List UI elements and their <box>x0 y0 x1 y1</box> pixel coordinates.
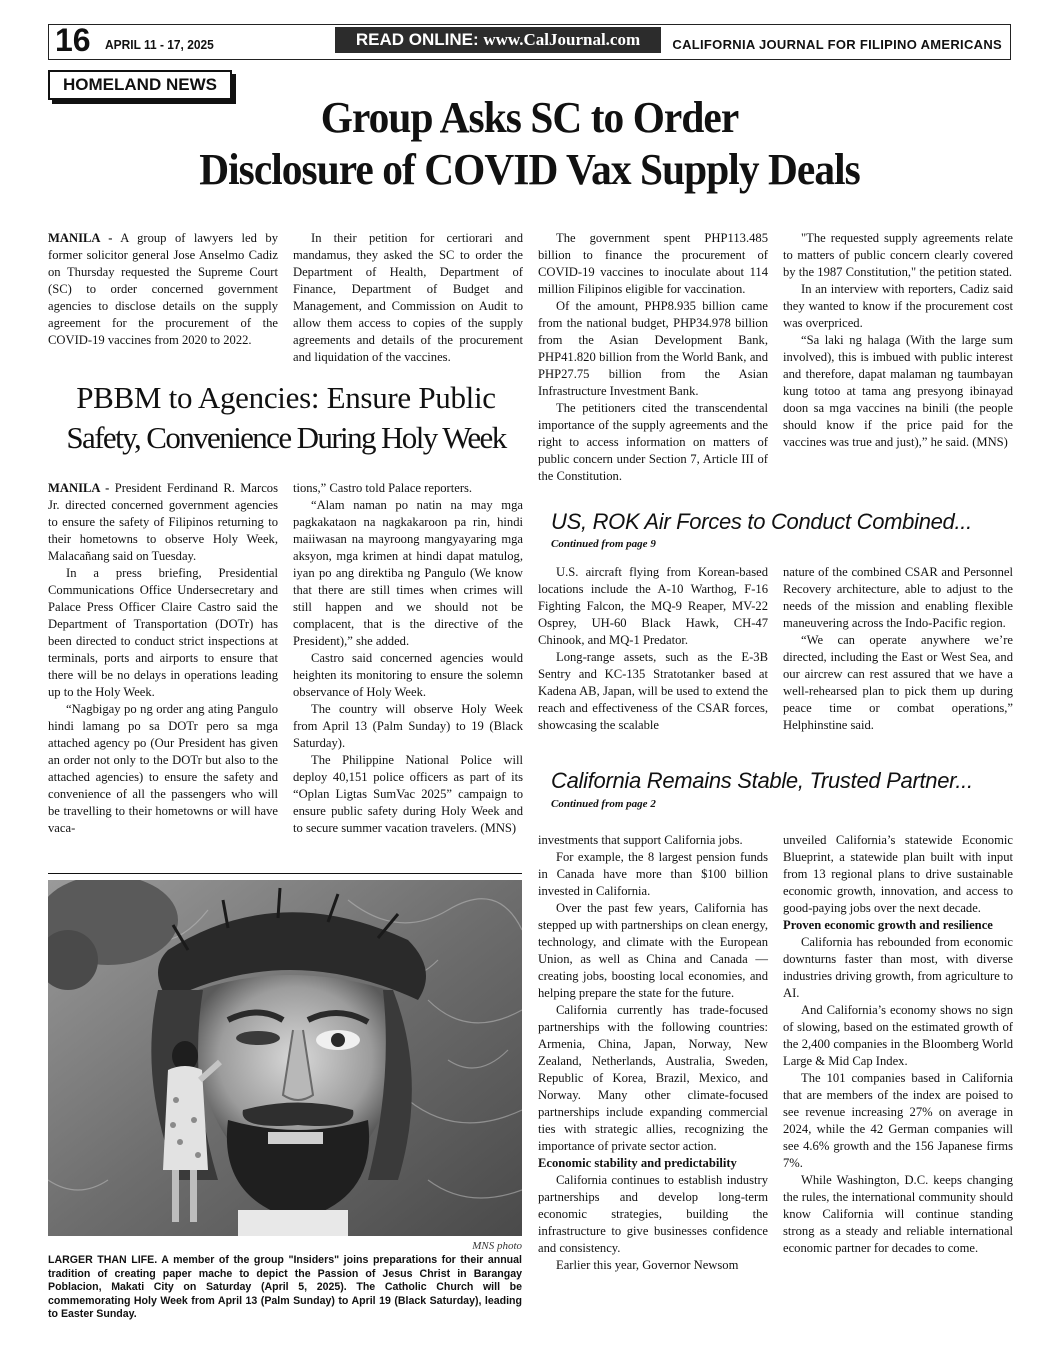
article3-col1 <box>538 564 768 734</box>
article4-col1-p1: investments that support California jobs. <box>538 833 743 847</box>
article3-col2 <box>783 564 1013 734</box>
article1-col4-p1: "The requested supply agreements relate to matters of public concern clearly covered by the 1987 Constitution," the petition stated. <box>783 231 1013 279</box>
article3-col2-p2: “We can operate anywhere we’re directed, including the East or West Sea, and our aircrew can rest assured that we have a well-rehearsed plan to pick them up during peace time or combat operations,” Helphinstine said. <box>783 633 1013 732</box>
article1-headline-line2: Disclosure of COVID Vax Supply Deals <box>199 145 860 194</box>
article2-headline-line2: Safety, Convenience During Holy Week <box>66 420 506 455</box>
article2-dateline: MANILA - <box>48 481 110 495</box>
photo-paper-mache-jesus <box>48 880 522 1236</box>
article4-col2-p1: unveiled California’s statewide Economic Blueprint, a statewide plan built with input from 13 regional plans to drive sustainable economic growth, innovation, and access to good-paying jobs over the next decade. <box>783 833 1013 915</box>
article3-headline: US, ROK Air Forces to Conduct Combined... <box>551 509 972 534</box>
article4-col2-p4: The 101 companies based in California that are members of the index are poised to see revenue increasing 27% on average in 2024, while the 42 German companies will see 4.6% growth and the 156 Japanese firms 7%. <box>783 1071 1013 1170</box>
article4-col1-p6: Earlier this year, Governor Newsom <box>556 1258 739 1272</box>
article2-col1 <box>48 480 278 837</box>
article4-col2 <box>783 832 1013 1257</box>
article1-col2 <box>293 230 523 366</box>
article1-col1-text: A group of lawyers led by former solicitor general Jose Anselmo Cadiz on Thursday requested the Supreme Court (SC) to order concerned government agencies to disclose details on the supply agreement for the procurement of the COVID-19 vaccines from 2020 to 2022. <box>48 231 278 347</box>
article1-dateline: MANILA - <box>48 231 113 245</box>
article3-col1-p1: U.S. aircraft flying from Korean-based locations include the A-10 Warthog, F-16 Fighting Falcon, the MQ-9 Reaper, MV-22 Osprey, UH-60 Black Hawk, CH-47 Chinook, and MQ-1 Predator. <box>538 565 768 647</box>
article2-col1-p2: In a press briefing, Presidential Communications Office Undersecretary and Palace Press Officer Claire Castro said the Department of Transportation (DOTr) has been directed to conduct strict inspections at terminals, ports and airports to ensure that there will be no delays in operations leading up to the Holy Week. <box>48 566 278 699</box>
paper-mache-illustration <box>48 880 522 1236</box>
article3-continued: Continued from page 9 <box>551 538 656 550</box>
article2-headline-line1: PBBM to Agencies: Ensure Public <box>76 380 496 415</box>
article4-col1-p3: Over the past few years, California has stepped up with partnerships on clean energy, technology, and climate with the European Union, as well as China and Canada — creating jobs, boosting local economies, and helping prepare the state for the future. <box>538 901 768 1000</box>
masthead: CALIFORNIA JOURNAL FOR FILIPINO AMERICANS <box>672 37 1002 52</box>
article1-headline-line1: Group Asks SC to Order <box>320 93 739 142</box>
article2-col1-p1: President Ferdinand R. Marcos Jr. directed concerned government agencies to ensure the safety of Filipinos returning to their hometowns to observe Holy Week, Malacañang said on Tuesday. <box>48 481 278 563</box>
article2-col2-p5: The Philippine National Police will deploy 40,151 police officers as part of its “Oplan Ligtas SumVac 2025” campaign to ensure public safety during Holy Week and to secure summer vacation travelers. (MNS) <box>293 753 523 835</box>
article4-headline: California Remains Stable, Trusted Partner... <box>551 768 973 793</box>
photo-credit: MNS photo <box>472 1240 522 1252</box>
article1-col3-p1: The government spent PHP113.485 billion to finance the procurement of COVID-19 vaccines to inoculate about 114 million Filipinos eligible for vaccination. <box>538 231 768 296</box>
article4-col2-subhead: Proven economic growth and resilience <box>783 918 993 932</box>
article1-col1 <box>48 230 278 349</box>
photo-caption: LARGER THAN LIFE. A member of the group "Insiders" joins preparations for their annual tradition of creating paper mache to depict the Passion of Jesus Christ in Barangay Poblacion, Makati City on Saturday (April 5, 2025). The Catholic Church will be commemorating Holy Week from April 13 (Palm Sunday) to April 19 (Black Saturday), leading to Easter Sunday. <box>48 1254 522 1320</box>
article1-col4-p3: “Sa laki ng halaga (With the large sum involved), this is imbued with public interest and therefore, dapat malaman ng taumbayan kung totoo at tama ang presyong ibinayad doon sa mga vaccines na binili (the people should know if the price paid for the vaccines was true and just),” he said. (MNS) <box>783 333 1013 449</box>
article2-col2 <box>293 480 523 837</box>
article4-col1-p4: California currently has trade-focused partnerships with the following countries: Armenia, China, Japan, Norway, New Zealand, Netherlands, Australia, Sweden, Republic of Korea, Brazil, Mexico, and Norway. Many other climate-focused partnerships include expanding commercial ties with strategic allies, recognizing the importance of private sector action. <box>538 1003 768 1153</box>
page-number: 16 <box>55 22 91 58</box>
article4-col1-subhead: Economic stability and predictability <box>538 1156 737 1170</box>
article2-bottom-rule <box>48 873 522 874</box>
page-header <box>48 24 1011 60</box>
article1-col2-text: In their petition for certiorari and mandamus, they asked the SC to order the Department of Health, Department of Finance, Department of Budget and Management, and Commission on Audit to allow them access to copies of the supply agreements and details of the procurement and liquidation of the vaccines. <box>293 231 523 364</box>
article4-col1-p5: California continues to establish industry partnerships and develop long-term economic strategies, building the infrastructure to give businesses confidence and consistency. <box>538 1173 768 1255</box>
read-online-banner[interactable] <box>335 27 661 53</box>
article4-col2-p3: And California’s economy shows no sign of slowing, based on the estimated growth of the 2,400 companies in the Bloomberg World Large & Mid Cap Index. <box>783 1003 1013 1068</box>
article2-col2-p1: tions,” Castro told Palace reporters. <box>293 481 473 495</box>
article1-col3 <box>538 230 768 485</box>
article4-continued: Continued from page 2 <box>551 798 656 810</box>
article1-col3-p3: The petitioners cited the transcendental importance of the supply agreements and the right to access information on matters of public concern under Section 7, Article III of the Constitution. <box>538 401 768 483</box>
read-online-label: READ ONLINE: <box>355 30 479 49</box>
article2-headline <box>48 378 524 458</box>
article4-col2-p2: California has rebounded from economic downturns faster than most, with diverse industries driving growth, from agriculture to AI. <box>783 935 1013 1000</box>
article1-col4 <box>783 230 1013 451</box>
article1-col3-p2: Of the amount, PHP8.935 billion came from the national budget, PHP34.978 billion from the Asian Development Bank, PHP41.820 billion from the World Bank, and PHP27.75 billion from the Asian Infrastructure Investment Bank. <box>538 299 768 398</box>
article2-col2-p2: “Alam naman po natin na may mga pagkakataon na nagkakaroon pa rin, hindi maiiwasan na mayroong mangyayaring mga aksyon, mga krimen at hindi dapat matulog, iyan po ang direktiba ng Pangulo (We know that there are still times when crimes will still happen and we should not be complacent, that is the directive of the President),” she added. <box>293 498 523 648</box>
article2-col2-p3: Castro said concerned agencies would heighten its monitoring to ensure the solemn observance of Holy Week. <box>293 651 523 699</box>
read-online-url[interactable]: www.CalJournal.com <box>483 30 641 49</box>
article4-col1-p2: For example, the 8 largest pension funds in Canada have more than $100 billion invested in California. <box>538 850 768 898</box>
article3-col2-p1: nature of the combined CSAR and Personnel Recovery architecture, able to adjust to the needs of the mission and enabling flexible maneuvering across the Indo-Pacific region. <box>783 565 1013 630</box>
article1-col4-p2: In an interview with reporters, Cadiz said they wanted to know if the procurement cost was overpriced. <box>783 282 1013 330</box>
section-tag: HOMELAND NEWS <box>48 70 232 100</box>
article4-col1 <box>538 832 768 1274</box>
article2-col2-p4: The country will observe Holy Week from April 13 (Palm Sunday) to 19 (Black Saturday). <box>293 702 523 750</box>
article1-headline <box>77 92 982 196</box>
issue-date: APRIL 11 - 17, 2025 <box>105 37 214 52</box>
article2-col1-p3: “Nagbigay po ng order ang ating Pangulo hindi lamang po sa DOTr pero sa mga attached agency po (Our President has given an order not only to the DOTr but also to the attached agencies) to ensure the safety and convenience of all the passengers who will be travelling to their hometowns or will have vaca- <box>48 702 278 835</box>
article4-col2-p5: While Washington, D.C. keeps changing the rules, the international community should know California will continue standing strong as a steady and reliable international economic partner for decades to come. <box>783 1173 1013 1255</box>
article3-col1-p2: Long-range assets, such as the E-3B Sentry and KC-135 Stratotanker based at Kadena AB, Japan, will be used to extend the reach and effectiveness of the CSAR forces, showcasing the scalable <box>538 650 768 732</box>
